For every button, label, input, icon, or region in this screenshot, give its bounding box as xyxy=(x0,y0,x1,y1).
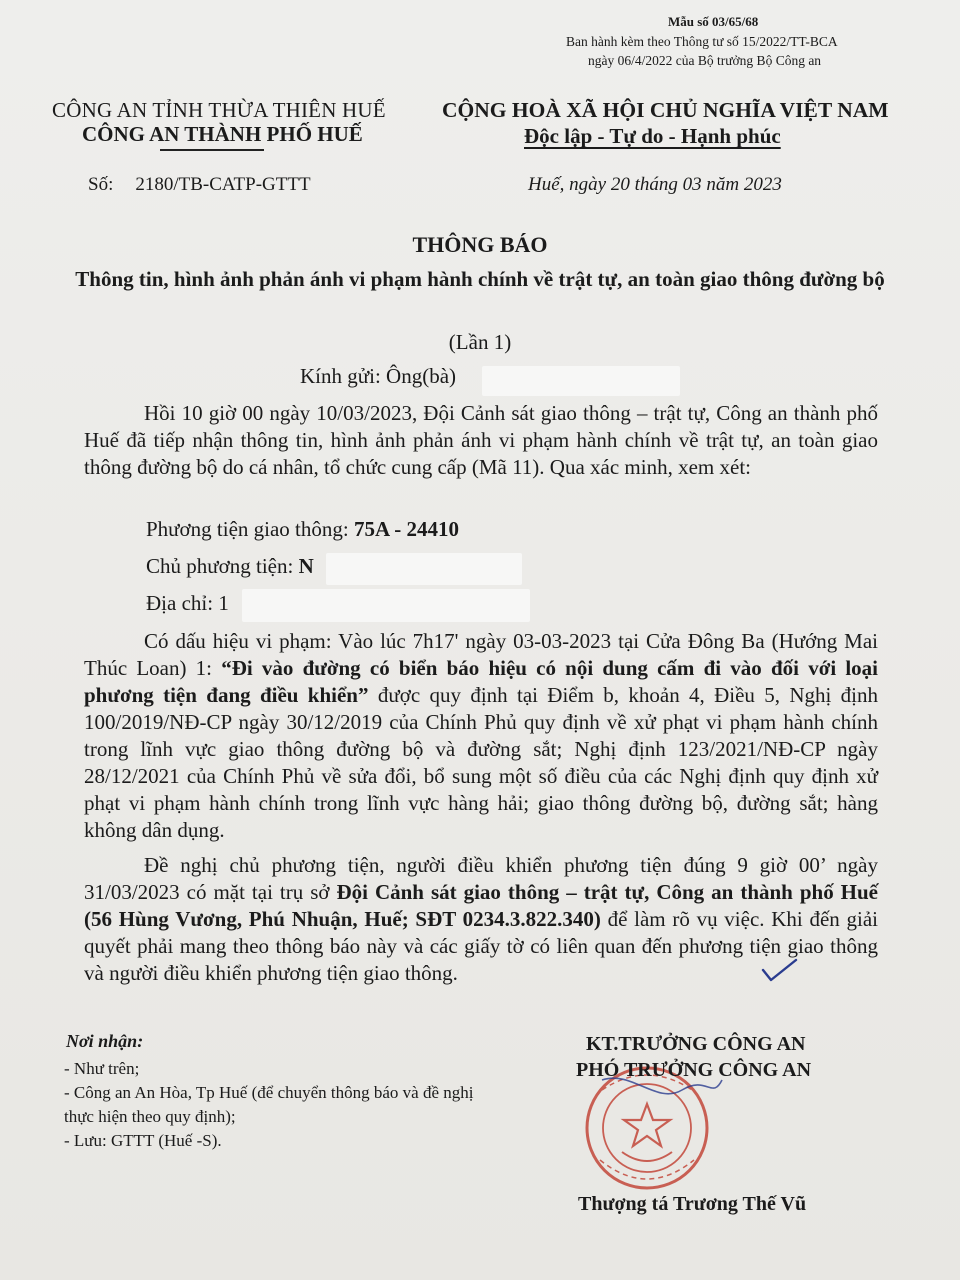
document-number xyxy=(88,174,311,196)
request-office: Đội Cảnh sát giao thông – trật tự, Công an thành phố Huế (56 Hùng Vương, Phú Nhuận, Huế; SĐT 0234.3.822.340) xyxy=(84,880,879,931)
signature-title-line1: KT.TRƯỞNG CÔNG AN xyxy=(586,1033,806,1055)
vehicle-plate: 75A - 24410 xyxy=(353,517,459,541)
address-visible: 1 xyxy=(218,591,229,615)
agency-name: CÔNG AN THÀNH PHỐ HUẾ xyxy=(82,122,363,146)
document-number-value: 2180/TB-CATP-GTTT xyxy=(135,174,311,195)
owner-label: Chủ phương tiện: xyxy=(146,554,294,578)
check-mark-icon xyxy=(760,956,800,986)
document-title: THÔNG BÁO xyxy=(412,232,548,257)
recipient-item: - Lưu: GTTT (Huế -S). xyxy=(64,1131,222,1150)
document-subtitle: Thông tin, hình ảnh phản ánh vi phạm hành chính về trật tự, an toàn giao thông đường bộ xyxy=(75,267,885,291)
nation-motto: Độc lập - Tự do - Hạnh phúc xyxy=(524,124,781,148)
violation-intro: Có dấu hiệu vi phạm: Vào lúc 7h17' ngày 03-03-2023 tại Cửa Đông Ba (Hướng Mai Thúc Loan) 1: xyxy=(84,629,878,680)
request-instructions: để làm rõ vụ việc. Khi đến giải quyết phải mang theo thông báo này và các giấy tờ có liên quan đến phương tiện giao thông và người điều khiển phương tiện giao thông. xyxy=(84,907,879,985)
violation-paragraph xyxy=(84,628,878,844)
owner-line xyxy=(146,554,314,579)
request-intro: Đề nghị chủ phương tiện, người điều khiển phương tiện đúng 9 giờ 00’ ngày 31/03/2023 có mặt tại trụ sở xyxy=(84,853,878,904)
address-line xyxy=(146,591,229,616)
intro-paragraph: Hồi 10 giờ 00 ngày 10/03/2023, Đội Cảnh sát giao thông – trật tự, Công an thành phố Huế đã tiếp nhận thông tin, hình ảnh phản ánh vi phạm hành chính về trật tự, an toàn giao thông đường bộ do cá nhân, tổ chức cung cấp (Mã 11). Qua xác minh, xem xét: xyxy=(84,401,878,479)
owner-name-visible: N xyxy=(298,554,314,578)
signature-title-line2: PHÓ TRƯỞNG CÔNG AN xyxy=(576,1059,812,1081)
violation-description: “Đi vào đường có biển báo hiệu có nội dung cấm đi vào đối với loại phương tiện đang điều khiển” xyxy=(84,656,879,707)
violation-legal-basis: được quy định tại Điểm b, khoản 4, Điều 5, Nghị định 100/2019/NĐ-CP ngày 30/12/2019 của Chính Phủ quy định về xử phạt vi phạm hành chính trong lĩnh vực giao thông đường bộ và đường sắt; Nghị định 123/2021/NĐ-CP ngày 28/12/2021 của Chính Phủ về sửa đổi, bổ sung một số điều của các Nghị định quy định xử phạt vi phạm hành chính trong lĩnh vực hàng hải; giao thông đường bộ, đường sắt; hàng không dân dụng. xyxy=(84,683,879,842)
place-and-date: Huế, ngày 20 tháng 03 năm 2023 xyxy=(528,174,782,195)
nation-name: CỘNG HOÀ XÃ HỘI CHỦ NGHĨA VIỆT NAM xyxy=(442,98,889,122)
redacted-owner-name xyxy=(326,553,522,585)
recipients-heading: Nơi nhận: xyxy=(66,1031,144,1051)
document-number-label: Số: xyxy=(88,174,114,195)
recipient-item: - Như trên; xyxy=(64,1059,140,1078)
form-number: Mẫu số 03/65/68 xyxy=(668,14,759,29)
form-issued-date: ngày 06/4/2022 của Bộ trưởng Bộ Công an xyxy=(588,53,822,68)
signer-name: Thượng tá Trương Thế Vũ xyxy=(578,1193,807,1215)
recipient-item: - Công an An Hòa, Tp Huế (để chuyển thông báo và đề nghị thực hiện theo quy định); xyxy=(64,1083,474,1126)
request-paragraph xyxy=(84,852,878,987)
agency-underline xyxy=(160,149,264,151)
greeting: Kính gửi: Ông(bà) xyxy=(300,364,457,388)
agency-parent: CÔNG AN TỈNH THỪA THIÊN HUẾ xyxy=(52,98,386,122)
redacted-address xyxy=(242,589,530,622)
redacted-recipient-name xyxy=(482,366,680,396)
occurrence-number: (Lần 1) xyxy=(448,330,512,354)
vehicle-line xyxy=(146,517,459,542)
vehicle-label: Phương tiện giao thông: xyxy=(146,517,349,541)
form-issued-with: Ban hành kèm theo Thông tư số 15/2022/TT-BCA xyxy=(566,34,838,49)
address-label: Địa chỉ: xyxy=(146,591,214,615)
